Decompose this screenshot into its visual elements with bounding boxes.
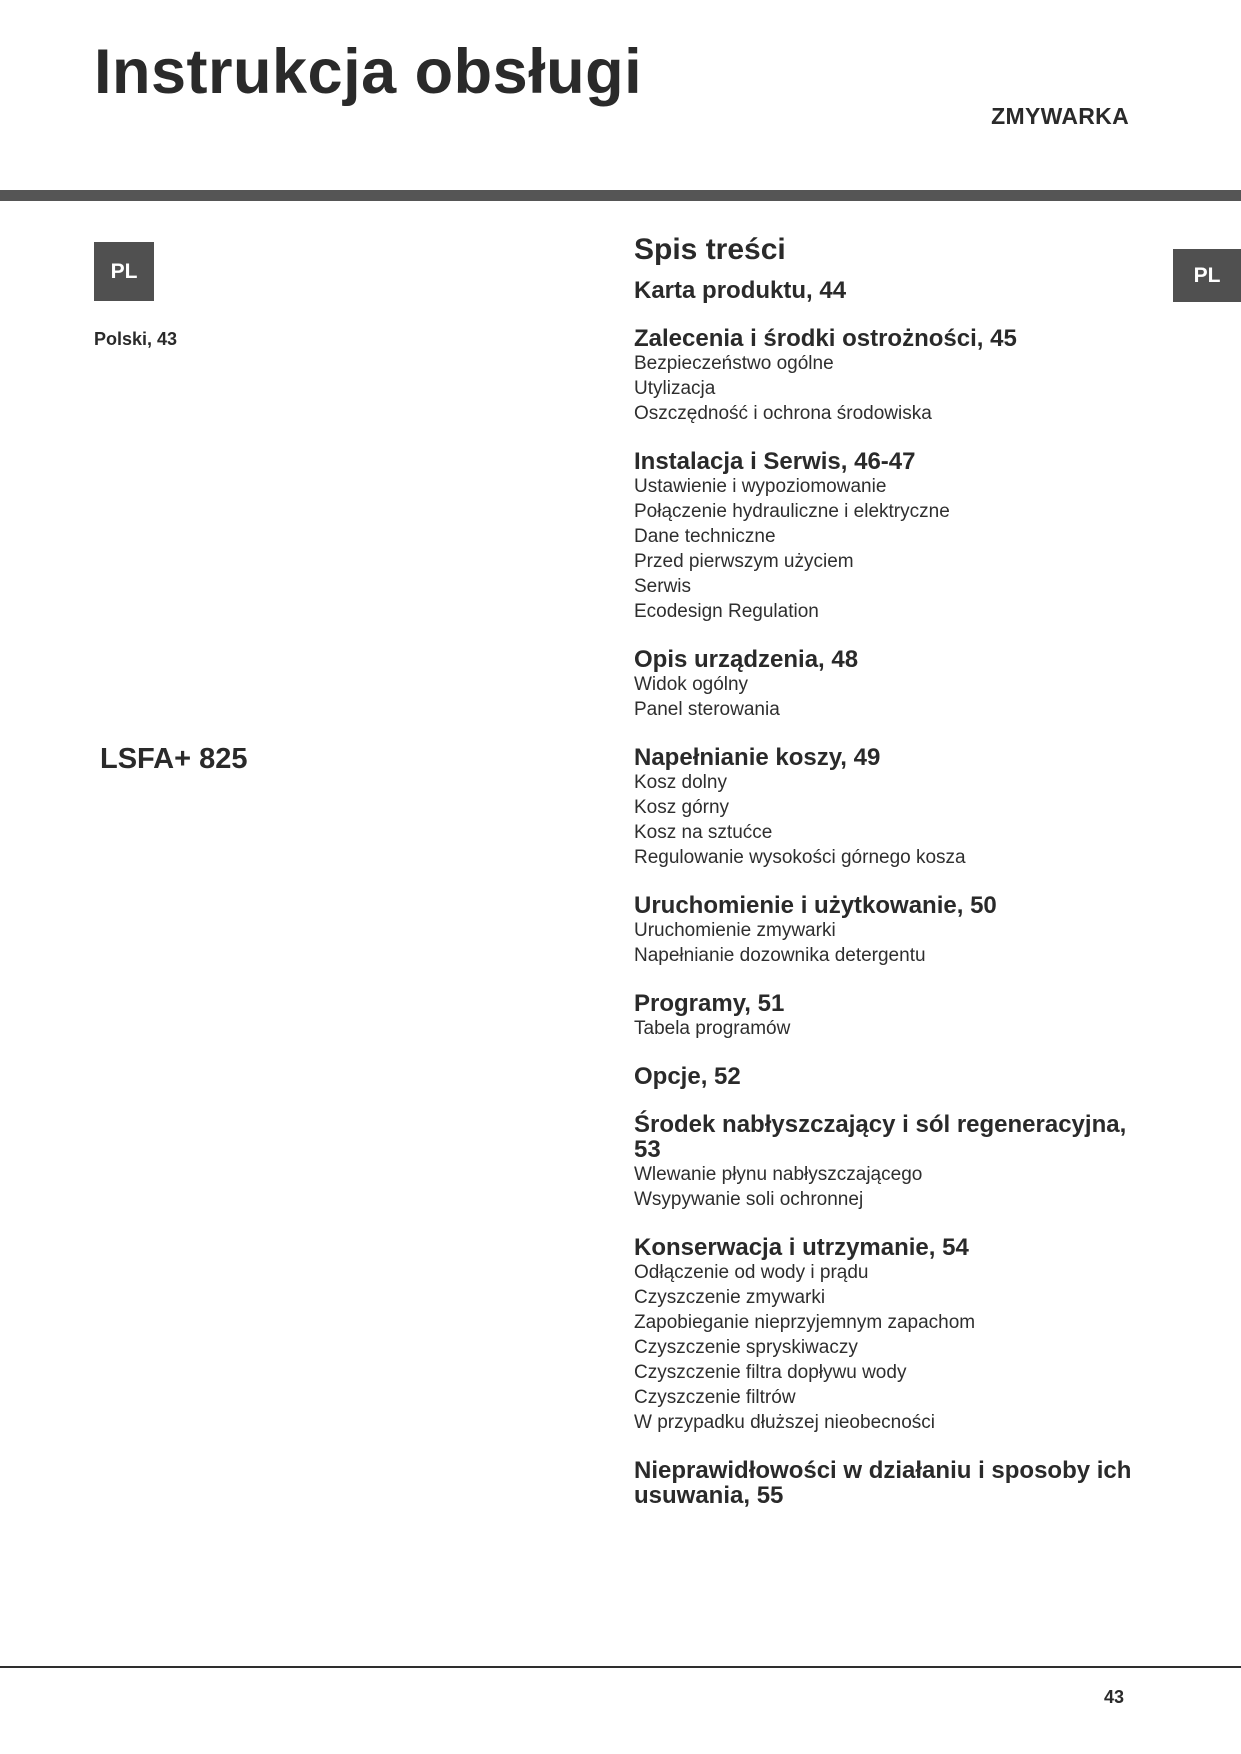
toc-subitem[interactable]: Serwis (634, 576, 692, 597)
toc-section (634, 647, 1134, 722)
toc-sections (634, 278, 1134, 1508)
toc-subitem[interactable]: Oszczędność i ochrona środowiska (634, 403, 932, 424)
toc-section (634, 326, 1134, 426)
toc-subitem[interactable]: W przypadku dłuższej nieobecności (634, 1412, 935, 1433)
toc-section (634, 745, 1134, 870)
toc-section (634, 991, 1134, 1041)
toc-section-heading[interactable]: Opis urządzenia, 48 (634, 646, 859, 673)
toc-section-heading[interactable]: Środek nabłyszczający i sól regeneracyjna, 53 (634, 1111, 1127, 1163)
toc-subitem[interactable]: Kosz na sztućce (634, 822, 773, 843)
toc-subitem[interactable]: Tabela programów (634, 1018, 791, 1039)
table-of-contents (634, 230, 1134, 1531)
toc-section (634, 449, 1134, 624)
toc-subitem[interactable]: Wlewanie płynu nabłyszczającego (634, 1164, 923, 1185)
toc-section (634, 1235, 1134, 1435)
toc-subitem[interactable]: Napełnianie dozownika detergentu (634, 945, 926, 966)
toc-section (634, 278, 1134, 303)
toc-subitem[interactable]: Regulowanie wysokości górnego kosza (634, 847, 966, 868)
toc-subitem[interactable]: Przed pierwszym użyciem (634, 551, 854, 572)
toc-subitem[interactable]: Ecodesign Regulation (634, 601, 819, 622)
toc-section-heading[interactable]: Instalacja i Serwis, 46-47 (634, 448, 916, 475)
toc-subitem[interactable]: Dane techniczne (634, 526, 776, 547)
toc-section-heading[interactable]: Karta produktu, 44 (634, 277, 847, 304)
toc-subitem[interactable]: Zapobieganie nieprzyjemnym zapachom (634, 1312, 976, 1333)
model-name: LSFA+ 825 (100, 743, 248, 775)
toc-section-heading[interactable]: Nieprawidłowości w działaniu i sposoby ich usuwania, 55 (634, 1457, 1132, 1509)
toc-subitem[interactable]: Kosz dolny (634, 772, 727, 793)
toc-subitem[interactable]: Czyszczenie spryskiwaczy (634, 1337, 858, 1358)
toc-subitem[interactable]: Wsypywanie soli ochronnej (634, 1189, 864, 1210)
toc-section (634, 1112, 1134, 1212)
toc-title: Spis treści (634, 233, 786, 266)
toc-subitem[interactable]: Ustawienie i wypoziomowanie (634, 476, 887, 497)
toc-subitem[interactable]: Połączenie hydrauliczne i elektryczne (634, 501, 950, 522)
toc-subitem[interactable]: Czyszczenie filtra dopływu wody (634, 1362, 907, 1383)
toc-subitem[interactable]: Czyszczenie zmywarki (634, 1287, 826, 1308)
header-divider (0, 190, 1241, 201)
toc-section-heading[interactable]: Opcje, 52 (634, 1063, 741, 1090)
toc-section-heading[interactable]: Programy, 51 (634, 990, 785, 1017)
toc-section-heading[interactable]: Napełnianie koszy, 49 (634, 744, 881, 771)
toc-section-heading[interactable]: Uruchomienie i użytkowanie, 50 (634, 892, 997, 919)
toc-subitem[interactable]: Odłączenie od wody i prądu (634, 1262, 869, 1283)
footer-divider (0, 1666, 1241, 1668)
toc-section-heading[interactable]: Konserwacja i utrzymanie, 54 (634, 1234, 969, 1261)
toc-subitem[interactable]: Bezpieczeństwo ogólne (634, 353, 834, 374)
toc-subitem[interactable]: Kosz górny (634, 797, 730, 818)
toc-subitem[interactable]: Panel sterowania (634, 699, 780, 720)
side-language-tab: PL (1173, 249, 1241, 302)
toc-subitem[interactable]: Uruchomienie zmywarki (634, 920, 836, 941)
toc-section-heading[interactable]: Zalecenia i środki ostrożności, 45 (634, 325, 1017, 352)
toc-section (634, 1458, 1134, 1508)
toc-section (634, 893, 1134, 968)
page-number: 43 (1103, 1687, 1124, 1707)
toc-subitem[interactable]: Czyszczenie filtrów (634, 1387, 796, 1408)
page-title: Instrukcja obsługi (94, 37, 643, 107)
toc-subitem[interactable]: Widok ogólny (634, 674, 749, 695)
toc-subitem[interactable]: Utylizacja (634, 378, 716, 399)
product-category: ZMYWARKA (991, 103, 1129, 129)
language-badge: PL (94, 242, 154, 301)
toc-section (634, 1064, 1134, 1089)
language-link[interactable]: Polski, 43 (94, 329, 178, 349)
